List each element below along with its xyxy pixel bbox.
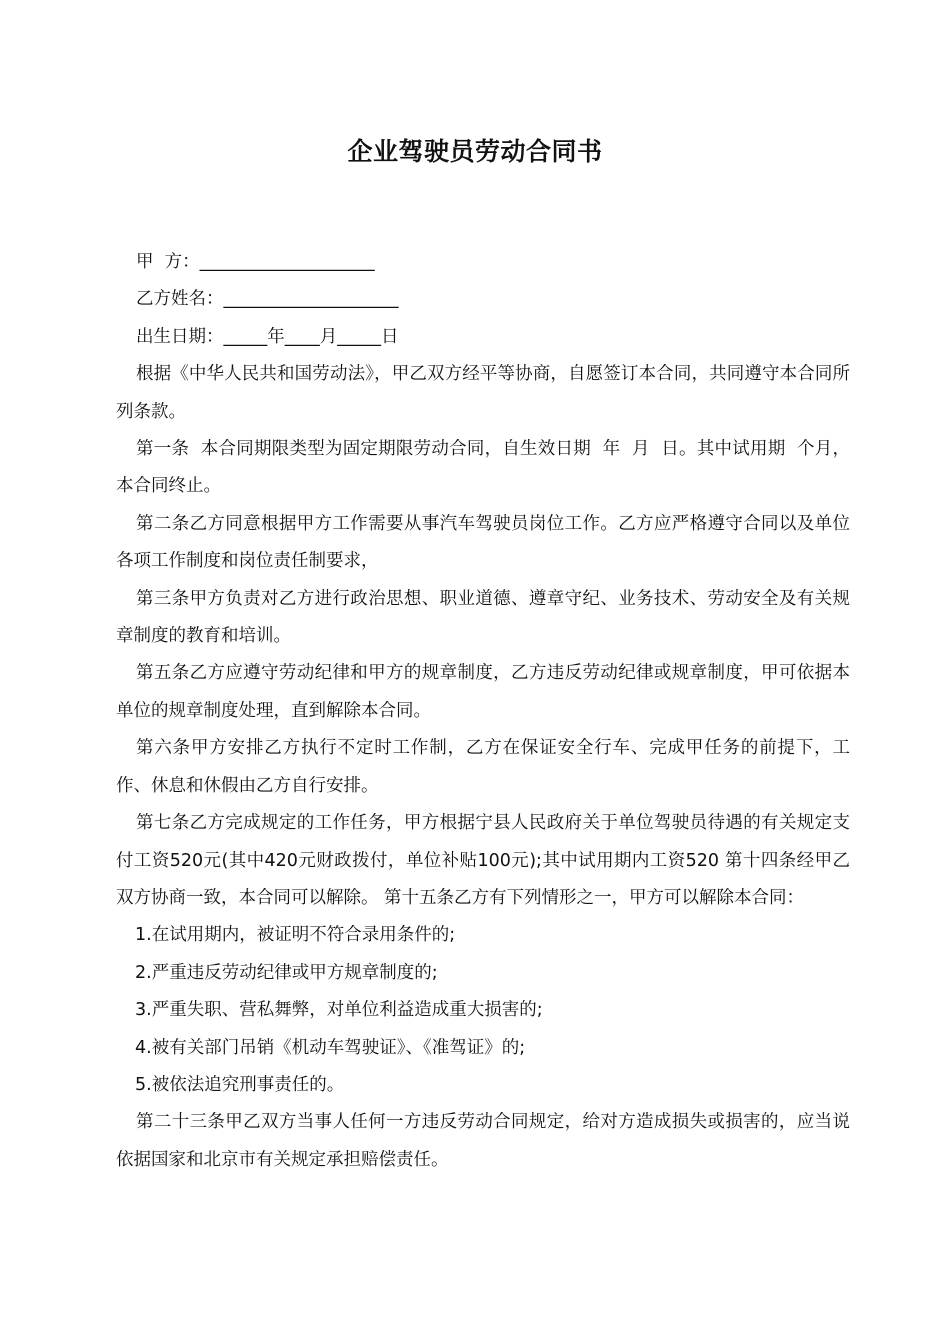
list-item: 1.在试用期内，被证明不符合录用条件的;: [135, 925, 456, 946]
party-a-field: 甲 方：____________________: [136, 252, 375, 272]
preamble-paragraph: 根据《中华人民共和国劳动法》，甲乙双方经平等协商，自愿签订本合同，共同遵守本合同所列条款。: [116, 364, 850, 422]
article-1-paragraph: 第一条 本合同期限类型为固定期限劳动合同，自生效日期 年 月 日。其中试用期 个月，本合同终止。: [116, 439, 850, 497]
birth-date-field: 出生日期：_____年____月_____日: [136, 326, 399, 347]
list-item: 3.严重失职、营私舞弊，对单位利益造成重大损害的;: [135, 1000, 543, 1021]
list-item: 2.严重违反劳动纪律或甲方规章制度的;: [135, 962, 438, 983]
list-item: 4.被有关部门吊销《机动车驾驶证》、《准驾证》的;: [135, 1037, 526, 1058]
document-title: 企业驾驶员劳动合同书: [347, 137, 603, 166]
article-23-paragraph: 第二十三条甲乙双方当事人任何一方违反劳动合同规定，给对方造成损失或损害的，应当说依据国家和北京市有关规定承担赔偿责任。: [116, 1112, 850, 1170]
article-3-paragraph: 第三条甲方负责对乙方进行政治思想、职业道德、遵章守纪、业务技术、劳动安全及有关规章制度的教育和培训。: [116, 588, 850, 647]
list-item: 5.被依法追究刑事责任的。: [135, 1074, 345, 1095]
article-7-paragraph: 第七条乙方完成规定的工作任务，甲方根据宁县人民政府关于单位驾驶员待遇的有关规定支付工资520元(其中420元财政拨付，单位补贴100元);其中试用期内工资520 第十四条经甲乙双方协商一致，本合同可以解除。 第十五条乙方有下列情形之一，甲方可以解除本合同：: [116, 813, 850, 908]
article-6-paragraph: 第六条甲方安排乙方执行不定时工作制，乙方在保证安全行车、完成甲任务的前提下，工作、休息和休假由乙方自行安排。: [116, 738, 850, 796]
party-b-name-field: 乙方姓名：____________________: [136, 289, 399, 310]
document-body: [116, 244, 850, 1179]
article-2-paragraph: 第二条乙方同意根据甲方工作需要从事汽车驾驶员岗位工作。乙方应严格遵守合同以及单位各项工作制度和岗位责任制要求，: [116, 513, 850, 572]
article-5-paragraph: 第五条乙方应遵守劳动纪律和甲方的规章制度，乙方违反劳动纪律或规章制度，甲可依据本单位的规章制度处理，直到解除本合同。: [116, 663, 850, 721]
